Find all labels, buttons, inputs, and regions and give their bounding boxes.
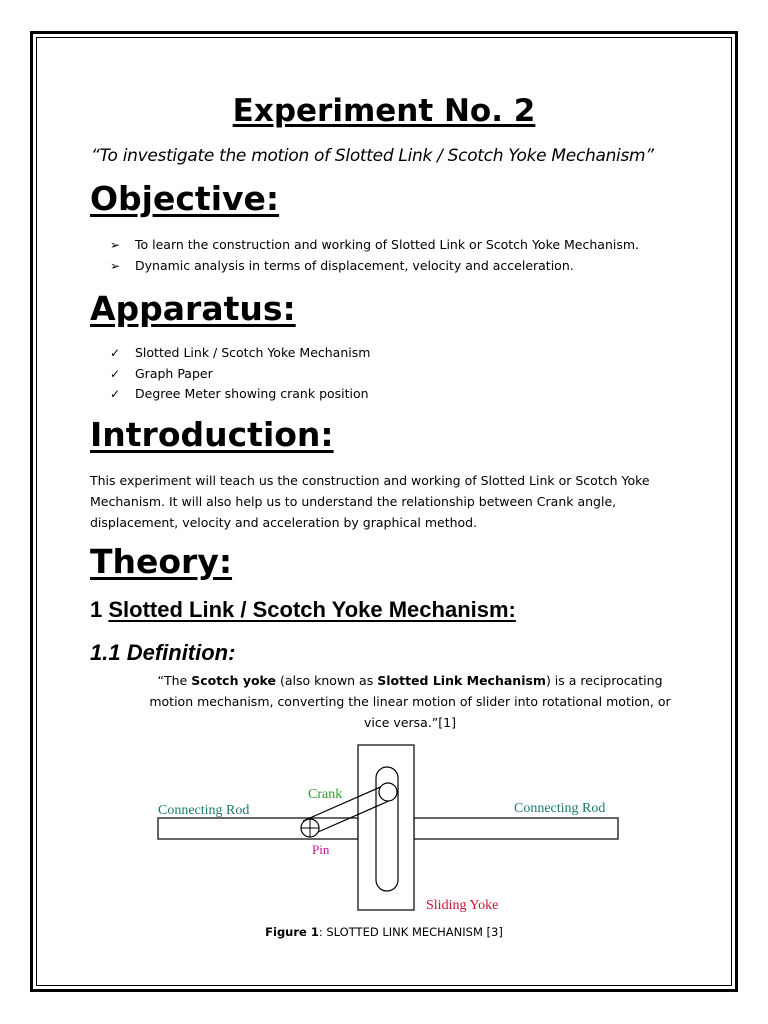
label-connecting-rod-left: Connecting Rod xyxy=(158,803,250,818)
label-crank: Crank xyxy=(308,787,343,802)
checkmark-icon: ✓ xyxy=(110,366,121,381)
apparatus-heading: Apparatus: xyxy=(90,289,296,328)
objective-list xyxy=(110,235,639,276)
list-item: ✓ Degree Meter showing crank position xyxy=(110,384,370,405)
definition-quote: “The Scotch yoke (also known as Slotted Link Mechanism) is a reciprocating motion mechanism, converting the linear motion of slider into rotational motion, or vice versa.”[1] xyxy=(149,673,671,730)
introduction-heading: Introduction: xyxy=(90,415,334,454)
theory-heading: Theory: xyxy=(90,542,233,581)
label-pin: Pin xyxy=(312,842,330,857)
caption-text: : SLOTTED LINK MECHANISM [3] xyxy=(318,925,503,939)
caption-label: Figure 1 xyxy=(265,925,319,939)
checkmark-icon: ✓ xyxy=(110,346,121,360)
crank-pin-circle xyxy=(379,783,397,801)
label-sliding-yoke: Sliding Yoke xyxy=(426,898,499,913)
list-item: ✓ Graph Paper xyxy=(110,364,370,385)
figure-caption xyxy=(0,925,768,939)
label-connecting-rod-right: Connecting Rod xyxy=(514,801,606,816)
subsection-heading: 1.1 Definition: xyxy=(90,640,236,665)
checkmark-icon: ✓ xyxy=(110,387,121,401)
list-item: ➢ Dynamic analysis in terms of displacement, velocity and acceleration. xyxy=(110,256,639,277)
list-item: ✓ Slotted Link / Scotch Yoke Mechanism xyxy=(110,343,370,364)
objective-heading: Objective: xyxy=(90,179,280,218)
introduction-paragraph: This experiment will teach us the construction and working of Slotted Link or Scotch Yoke Mechanism. It will also help us to understand the relationship between Crank angle, displacement, velocity and acceleration by graphical method. xyxy=(90,473,650,530)
apparatus-list xyxy=(110,343,370,405)
section-title: Slotted Link / Scotch Yoke Mechanism: xyxy=(108,597,516,622)
document-subtitle: “To investigate the motion of Slotted Link / Scotch Yoke Mechanism” xyxy=(91,146,654,166)
scotch-yoke-diagram xyxy=(150,740,630,920)
arrow-bullet-icon: ➢ xyxy=(110,238,121,252)
arrow-bullet-icon: ➢ xyxy=(110,258,121,273)
section-number: 1 xyxy=(90,597,103,622)
document-title: Experiment No. 2 xyxy=(232,93,536,129)
right-connecting-rod xyxy=(414,818,618,839)
section-heading xyxy=(90,597,516,623)
list-item: ➢ To learn the construction and working of Slotted Link or Scotch Yoke Mechanism. xyxy=(110,235,639,256)
left-connecting-rod xyxy=(158,818,358,839)
